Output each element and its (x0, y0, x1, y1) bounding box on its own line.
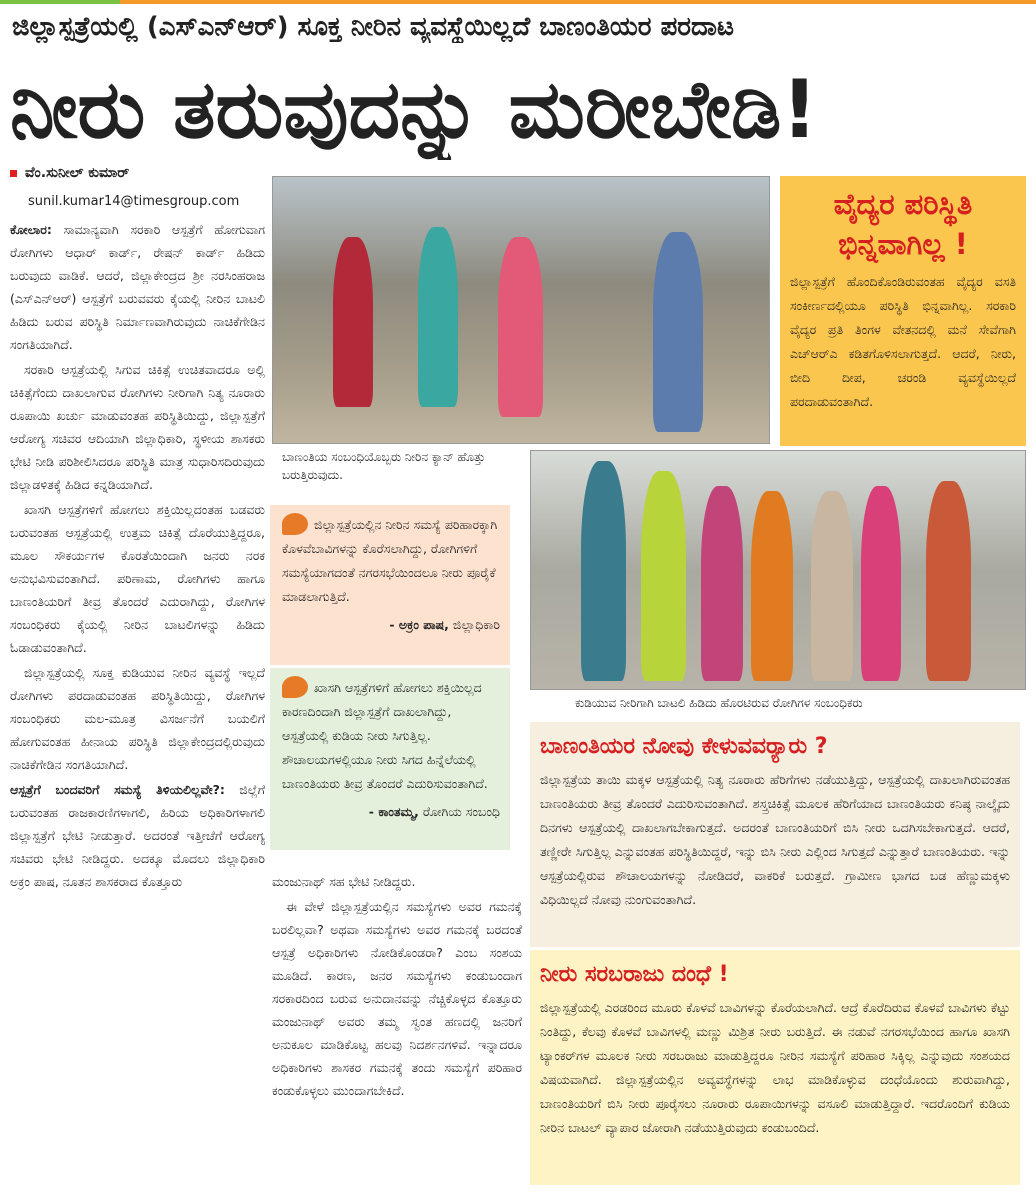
subhead: ಆಸ್ಪತ್ರೆಗೆ ಬಂದವರಿಗೆ ಸಮಸ್ಯೆ ತಿಳಿಯಲಿಲ್ಲವೇ?: (10, 782, 225, 797)
sidebar-body: ಜಿಲ್ಲಾಸ್ಪತ್ರೆಯ ತಾಯಿ ಮಕ್ಕಳ ಆಸ್ಪತ್ರೆಯಲ್ಲಿ ನಿತ್ಯ ನೂರಾರು ಹೆರಿಗೆಗಳು ನಡೆಯುತ್ತಿದ್ದು, ಆಸ್ಪತ್ರೆಯಲ್ಲಿ ದಾಖಲಾಗಿರುವಂತಹ ಬಾಣಂತಿಯರು ತೀವ್ರ ತೊಂದರೆ ಎದುರಿಸುವಂತಾಗಿದೆ. ಶಸ್ತ್ರಚಿಕಿತ್ಸೆ ಮೂಲಕ ಹೆರಿಗೆಯಾದ ಬಾಣಂತಿಯರು ಕನಿಷ್ಠ ನಾಲ್ಕೈದು ದಿನಗಳು ಆಸ್ಪತ್ರೆಯಲ್ಲಿ ದಾಖಲಾಗಬೇಕಾಗುತ್ತದೆ. ಅದರಂತೆ ಬಾಣಂತಿಯರಿಗೆ ಬಿಸಿ ನೀರು ಒದಗಿಸಬೇಕಾಗುತ್ತದೆ. ಆದರೆ, ತಣ್ಣೀರೇ ಸಿಗುತ್ತಿಲ್ಲ ಎನ್ನುವಂತಹ ಪರಿಸ್ಥಿತಿಯಿದ್ದರೆ, ಇನ್ನು ಬಿಸಿ ನೀರು ಎಲ್ಲಿಂದ ಸಿಗುತ್ತದೆ ಎನ್ನುತ್ತಾರೆ ಬಾಣಂತಿಯರು. ಇನ್ನು ಆಸ್ಪತ್ರೆಯಲ್ಲಿರುವ ಶೌಚಾಲಯಗಳನ್ನು ನೋಡಿದರೆ, ವಾಕರಿಕೆ ಬರುತ್ತದೆ. ಗ್ರಾಮೀಣ ಭಾಗದ ಬಡ ಹೆಣ್ಣುಮಕ್ಕಳು ವಿಧಿಯಿಲ್ಲದೆ ನೋವು ನುಂಗುವಂತಾಗಿದೆ. (540, 772, 1010, 907)
quote-text: ಜಿಲ್ಲಾಸ್ಪತ್ರೆಯಲ್ಲಿನ ನೀರಿನ ಸಮಸ್ಯೆ ಪರಿಹಾರಕ್ಕಾಗಿ ಕೊಳವೆಬಾವಿಗಳನ್ನು ಕೊರೆಸಲಾಗಿದ್ದು, ರೋಗಿಗಳಿಗೆ ಸಮಸ್ಯೆಯಾಗದಂತೆ ನಗರಸಭೆಯಿಂದಲೂ ನೀರು ಪೂರೈಕೆ ಮಾಡಲಾಗುತ್ತಿದೆ. (282, 517, 498, 604)
sidebar-supply (530, 950, 1020, 1185)
speech-bubble-icon (282, 513, 308, 535)
sidebar-doctors (780, 176, 1026, 446)
sidebar-title: ವೈದ್ಯರ ಪರಿಸ್ಥಿತಿ ಭಿನ್ನವಾಗಿಲ್ಲ ! (833, 187, 973, 261)
headline: ನೀರು ತರುವುದನ್ನು ಮರೀಬೇಡಿ! (10, 63, 818, 156)
byline (10, 165, 129, 181)
quote-collector (270, 505, 510, 665)
author-email: sunil.kumar14@timesgroup.com (28, 194, 240, 209)
author: ವೆಂ.ಸುನೀಲ್ ಕುಮಾರ್ (25, 165, 130, 181)
paragraph: ಮಂಜುನಾಥ್ ಸಹ ಭೇಟಿ ನೀಡಿದ್ದರು. (272, 874, 416, 889)
sidebar-title: ನೀರು ಸರಬರಾಜು ದಂಧೆ ! (540, 962, 729, 987)
quote-name: - ಅಕ್ರಂ ಪಾಷ, (389, 617, 449, 632)
quote-name: - ಕಾಂತಮ್ಮ, (368, 804, 419, 819)
dateline: ಕೋಲಾರ: (10, 222, 52, 237)
photo-relatives-with-bottles (530, 450, 1026, 690)
photo-women-carrying-water (272, 176, 770, 444)
sidebar-body: ಜಿಲ್ಲಾಸ್ಪತ್ರೆಗೆ ಹೊಂದಿಕೊಂಡಿರುವಂತಹ ವೈದ್ಯರ ವಸತಿ ಸಂಕೀರ್ಣದಲ್ಲಿಯೂ ಪರಿಸ್ಥಿತಿ ಭಿನ್ನವಾಗಿಲ್ಲ. ಸರಕಾರಿ ವೈದ್ಯರ ಪ್ರತಿ ತಿಂಗಳ ವೇತನದಲ್ಲಿ ಮನೆ ಸೇವೆಗಾಗಿ ಎಚ್‌ಆರ್‌ಎ ಕಡಿತಗೊಳಿಸಲಾಗುತ್ತದೆ. ಆದರೆ, ನೀರು, ಬೀದಿ ದೀಪ, ಚರಂಡಿ ವ್ಯವಸ್ಥೆಯಿಲ್ಲದೆ ಪರದಾಡುವಂತಾಗಿದೆ. (790, 274, 1016, 409)
paragraph: ಖಾಸಗಿ ಆಸ್ಪತ್ರೆಗಳಿಗೆ ಹೋಗಲು ಶಕ್ತಿಯಿಲ್ಲದಂತಹ ಬಡವರು ಬರುವಂತಹ ಆಸ್ಪತ್ರೆಯಲ್ಲಿ ಉತ್ತಮ ಚಿಕಿತ್ಸೆ ದೊರೆಯುತ್ತಿದ್ದರೂ, ಮೂಲ ಸೌಕರ್ಯಗಳ ಕೊರತೆಯಿಂದಾಗಿ ಜನರು ನರಕ ಅನುಭವಿಸುವಂತಾಗಿದೆ. ಪರಿಣಾಮ, ರೋಗಿಗಳು ಹಾಗೂ ಬಾಣಂತಿಯರಿಗೆ ತೀವ್ರ ತೊಂದರೆ ಎದುರಾಗಿದ್ದು, ರೋಗಿಗಳ ಸಂಬಂಧಿಕರು ಕೈಯಲ್ಲಿ ನೀರಿನ ಬಾಟಲಿಗಳನ್ನು ಹಿಡಿದು ಓಡಾಡುವಂತಾಗಿದೆ. (10, 502, 265, 655)
left-column (10, 218, 265, 895)
sidebar-body: ಜಿಲ್ಲಾಸ್ಪತ್ರೆಯಲ್ಲಿ ಎರಡರಿಂದ ಮೂರು ಕೊಳವೆ ಬಾವಿಗಳನ್ನು ಕೊರೆಯಲಾಗಿದೆ. ಆದ್ರೆ ಕೊರೆದಿರುವ ಕೊಳವೆ ಬಾವಿಗಳು ಕೆಟ್ಟು ನಿಂತಿದ್ದು, ಕೆಲವು ಕೊಳವೆ ಬಾವಿಗಳಲ್ಲಿ ಮಣ್ಣು ಮಿಶ್ರಿತ ನೀರು ಬರುತ್ತಿದೆ. ಈ ನಡುವೆ ನಗರಸಭೆಯಿಂದ ಹಾಗೂ ಖಾಸಗಿ ಟ್ಯಾಂಕರ್‌ಗಳ ಮೂಲಕ ನೀರು ಸರಬರಾಜು ಮಾಡುತ್ತಿದ್ದರೂ ನೀರಿನ ಸಮಸ್ಯೆಗೆ ಪರಿಹಾರ ಸಿಕ್ಕಿಲ್ಲ ಎನ್ನುವುದು ಸಂಶಯದ ವಿಷಯವಾಗಿದೆ. ಜಿಲ್ಲಾಸ್ಪತ್ರೆಯಲ್ಲಿನ ಅವ್ಯವಸ್ಥೆಗಳನ್ನು ಲಾಭ ಮಾಡಿಕೊಳ್ಳುವ ದಂಧೆಯೊಂದು ಶುರುವಾಗಿದ್ದು, ಬಾಣಂತಿಯರಿಗೆ ಬಿಸಿ ನೀರು ಪೂರೈಸಲು ನೂರಾರು ರೂಪಾಯಿಗಳನ್ನು ವಸೂಲಿ ಮಾಡುತ್ತಿದ್ದಾರೆ. ಇದರೊಂದಿಗೆ ಕುಡಿಯ ನೀರಿನ ಬಾಟಲ್ ವ್ಯಾಪಾರ ಜೋರಾಗಿ ನಡೆಯುತ್ತಿರುವುದು ಕಂಡುಬಂದಿದೆ. (540, 1000, 1010, 1135)
quote-role: ರೋಗಿಯ ಸಂಬಂಧಿ (422, 804, 500, 819)
quote-relative (270, 668, 510, 850)
quote-text: ಖಾಸಗಿ ಆಸ್ಪತ್ರೆಗಳಿಗೆ ಹೋಗಲು ಶಕ್ತಿಯಿಲ್ಲದ ಕಾರಣದಿಂದಾಗಿ ಜಿಲ್ಲಾಸ್ಪತ್ರೆಗೆ ದಾಖಲಾಗಿದ್ದು, ಆಸ್ಪತ್ರೆಯಲ್ಲಿ ಕುಡಿಯ ನೀರು ಸಿಗುತ್ತಿಲ್ಲ. ಶೌಚಾಲಯಗಳಲ್ಲಿಯೂ ನೀರು ಸಿಗದ ಹಿನ್ನೆಲೆಯಲ್ಲಿ ಬಾಣಂತಿಯರು ತೀವ್ರ ತೊಂದರೆ ಎದುರಿಸುವಂತಾಗಿದೆ. (282, 680, 488, 791)
sidebar-mothers (530, 722, 1020, 947)
photo1-caption: ಬಾಣಂತಿಯ ಸಂಬಂಧಿಯೊಬ್ಬರು ನೀರಿನ ಕ್ಯಾನ್ ಹೊತ್ತು ಬರುತ್ತಿರುವುದು. (282, 450, 486, 482)
top-bar-orange (120, 0, 1036, 4)
speech-bubble-icon (282, 676, 308, 698)
bullet-square-icon (10, 170, 17, 177)
paragraph: ಜಿಲ್ಲೆಗೆ ಬರುವಂತಹ ರಾಜಕಾರಣಿಗಳಾಗಲಿ, ಹಿರಿಯ ಅಧಿಕಾರಿಗಳಾಗಲಿ ಜಿಲ್ಲಾಸ್ಪತ್ರೆಗೆ ಭೇಟಿ ನೀಡುತ್ತಾರೆ. ಅದರಂತೆ ಇತ್ತೀಚೆಗೆ ಆರೋಗ್ಯ ಸಚಿವರು ಭೇಟಿ ನೀಡಿದ್ದರು. ಅದಕ್ಕೂ ಮೊದಲು ಜಿಲ್ಲಾಧಿಕಾರಿ ಅಕ್ರಂ ಪಾಷ, ನೂತನ ಶಾಸಕರಾದ ಕೊತ್ತೂರು (10, 782, 265, 889)
kicker: ಜಿಲ್ಲಾಸ್ಪತ್ರೆಯಲ್ಲಿ (ಎಸ್‌ಎನ್‌ಆರ್) ಸೂಕ್ತ ನೀರಿನ ವ್ಯವಸ್ಥೆಯಿಲ್ಲದೆ ಬಾಣಂತಿಯರ ಪರದಾಟ (12, 12, 734, 42)
middle-column (272, 870, 522, 1104)
quote-role: ಜಿಲ್ಲಾಧಿಕಾರಿ (452, 617, 500, 632)
top-bar-green (0, 0, 120, 4)
paragraph: ಈ ವೇಳೆ ಜಿಲ್ಲಾಸ್ಪತ್ರೆಯಲ್ಲಿನ ಸಮಸ್ಯೆಗಳು ಅವರ ಗಮನಕ್ಕೆ ಬರಲಿಲ್ಲವಾ? ಅಥವಾ ಸಮಸ್ಯೆಗಳು ಅವರ ಗಮನಕ್ಕೆ ಬರದಂತೆ ಆಸ್ಪತ್ರೆ ಅಧಿಕಾರಿಗಳು ನೋಡಿಕೊಂಡರಾ? ಎಂಬ ಸಂಶಯ ಮೂಡಿದೆ. ಕಾರಣ, ಜನರ ಸಮಸ್ಯೆಗಳು ಕಂಡುಬಂದಾಗ ಸರಕಾರದಿಂದ ಬರುವ ಅನುದಾನವನ್ನು ನೆಚ್ಚಿಕೊಳ್ಳದ ಕೊತ್ತೂರು ಮಂಜುನಾಥ್ ಅವರು ತಮ್ಮ ಸ್ವಂತ ಹಣದಲ್ಲಿ ಜನರಿಗೆ ಅನುಕೂಲ ಮಾಡಿಕೊಟ್ಟ ಹಲವು ನಿದರ್ಶನಗಳಿವೆ. ಇನ್ನಾದರೂ ಅಧಿಕಾರಿಗಳು ಶಾಸಕರ ಗಮನಕ್ಕೆ ತಂದು ಸಮಸ್ಯೆಗೆ ಪರಿಹಾರ ಕಂಡುಕೊಳ್ಳಲು ಮುಂದಾಗಬೇಕಿದೆ. (272, 899, 522, 1098)
paragraph: ಸಾಮಾನ್ಯವಾಗಿ ಸರಕಾರಿ ಆಸ್ಪತ್ರೆಗೆ ಹೋಗುವಾಗ ರೋಗಿಗಳು ಆಧಾರ್ ಕಾರ್ಡ್, ರೇಷನ್ ಕಾರ್ಡ್ ಹಿಡಿದು ಬರುವುದು ವಾಡಿಕೆ. ಆದರೆ, ಜಿಲ್ಲಾಕೇಂದ್ರದ ಶ್ರೀ ನರಸಿಂಹರಾಜ (ಎಸ್‌ಎನ್‌ಆರ್) ಆಸ್ಪತ್ರೆಗೆ ಬರುವವರು ಕೈಯಲ್ಲಿ ನೀರಿನ ಬಾಟಲಿ ಹಿಡಿದು ಬರುವ ಪರಿಸ್ಥಿತಿ ನಿರ್ಮಾಣವಾಗಿರುವುದು ನಾಚಿಕೆಗೇಡಿನ ಸಂಗತಿಯಾಗಿದೆ. (10, 222, 265, 352)
paragraph: ಜಿಲ್ಲಾಸ್ಪತ್ರೆಯಲ್ಲಿ ಸೂಕ್ತ ಕುಡಿಯುವ ನೀರಿನ ವ್ಯವಸ್ಥೆ ಇಲ್ಲದೆ ರೋಗಿಗಳು ಪರದಾಡುವಂತಹ ಪರಿಸ್ಥಿತಿಯಿದ್ದು, ರೋಗಿಗಳ ಸಂಬಂಧಿಕರು ಮಲ-ಮೂತ್ರ ವಿಸರ್ಜನೆಗೆ ಬಯಲಿಗೆ ಹೋಗುವಂತಹ ಹೀನಾಯ ಪರಿಸ್ಥಿತಿ ಜಿಲ್ಲಾಕೇಂದ್ರದಲ್ಲಿರುವುದು ನಾಚಿಕೆಗೇಡಿನ ಸಂಗತಿಯಾಗಿದೆ. (10, 665, 265, 772)
sidebar-title: ಬಾಣಂತಿಯರ ನೋವು ಕೇಳುವವರ್‍ಯಾರು ? (540, 734, 828, 759)
paragraph: ಸರಕಾರಿ ಆಸ್ಪತ್ರೆಯಲ್ಲಿ ಸಿಗುವ ಚಿಕಿತ್ಸೆ ಉಚಿತವಾದರೂ ಅಲ್ಲಿ ಚಿಕಿತ್ಸೆಗೆಂದು ದಾಖಲಾಗುವ ರೋಗಿಗಳು ನೀರಿಗಾಗಿ ನಿತ್ಯ ನೂರಾರು ರೂಪಾಯಿ ಖರ್ಚು ಮಾಡುವಂತಹ ಪರಿಸ್ಥಿತಿಯಿದ್ದು, ಜಿಲ್ಲಾಸ್ಪತ್ರೆಗೆ ಆರೋಗ್ಯ ಸಚಿವರ ಆದಿಯಾಗಿ ಜಿಲ್ಲಾಧಿಕಾರಿ, ಸ್ಥಳೀಯ ಶಾಸಕರು ಭೇಟಿ ನೀಡಿ ಪರಿಶೀಲಿಸಿದರೂ ಪರಿಸ್ಥಿತಿ ಮಾತ್ರ ಸುಧಾರಿಸದಿರುವುದು ಜಿಲ್ಲಾಡಳಿತಕ್ಕೆ ಹಿಡಿದ ಕನ್ನಡಿಯಾಗಿದೆ. (10, 362, 265, 492)
photo2-caption: ಕುಡಿಯುವ ನೀರಿಗಾಗಿ ಬಾಟಲಿ ಹಿಡಿದು ಹೊರಟಿರುವ ರೋಗಿಗಳ ಸಂಬಂಧಿಕರು (575, 696, 863, 710)
